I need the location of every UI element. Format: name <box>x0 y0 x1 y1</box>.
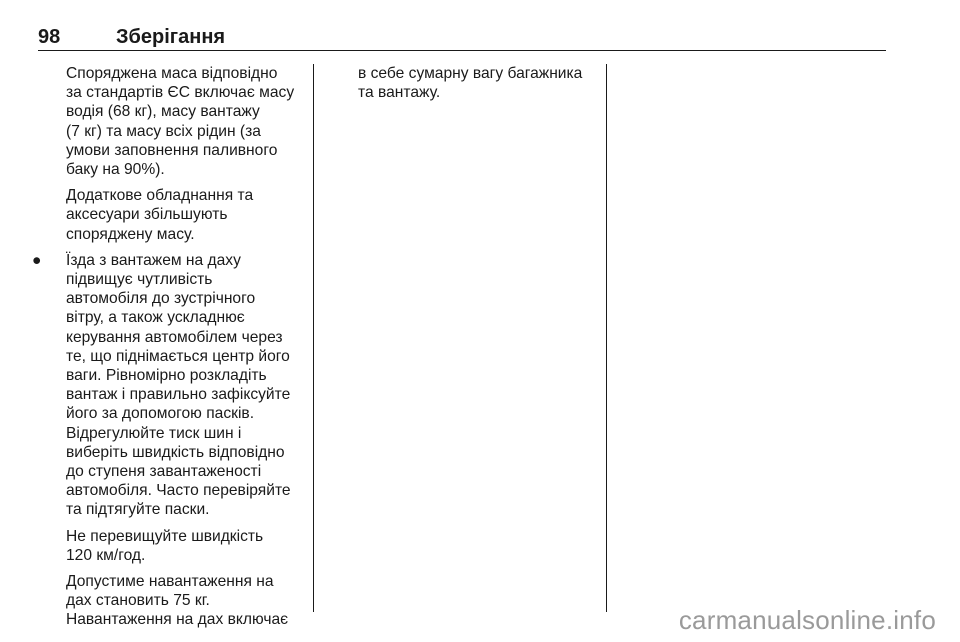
text-line: (7 кг) та масу всіх рідин (за <box>66 122 261 140</box>
page-number: 98 <box>38 26 61 48</box>
text-line: Додаткове обладнання та <box>66 187 254 205</box>
text-line: водія (68 кг), масу вантажу <box>66 103 260 121</box>
text-line: баку на 90%). <box>66 161 165 179</box>
text-line: Не перевищуйте швидкість <box>66 527 264 545</box>
text-column-2 <box>358 64 598 109</box>
paragraph-roof-load-continued <box>358 64 598 102</box>
text-line: 120 км/год. <box>66 546 146 564</box>
text-line: його за допомогою пасків. <box>66 405 255 423</box>
watermark-text: carmanualsonline.info <box>678 605 936 635</box>
text-line: вітру, а також ускладнює <box>66 309 245 327</box>
paragraph-accessories <box>66 186 306 244</box>
paragraph-curb-weight <box>66 64 306 179</box>
bullet-icon: ● <box>32 251 42 269</box>
text-line: підвищує чутливість <box>66 271 213 289</box>
text-line: аксесуари збільшують <box>66 206 228 224</box>
paragraph-speed-limit <box>66 527 306 565</box>
text-line: вантаж і правильно зафіксуйте <box>66 386 291 404</box>
page-title: Зберігання <box>116 26 226 48</box>
text-line: керування автомобілем через <box>66 328 283 346</box>
page-header <box>38 26 886 52</box>
text-line: до ступеня завантаженості <box>66 463 262 481</box>
text-line: Допустиме навантаження на <box>66 573 274 591</box>
text-line: автомобіля до зустрічного <box>66 290 256 308</box>
text-line: споряджену масу. <box>66 225 195 243</box>
text-line: за стандартів ЄС включає масу <box>66 84 295 102</box>
text-line: Споряджена маса відповідно <box>66 65 278 82</box>
paragraph-roof-load <box>66 251 306 520</box>
header-rule <box>38 50 886 51</box>
text-line: в себе сумарну вагу багажника <box>358 65 583 82</box>
bullet-item-roof-load <box>32 251 306 630</box>
column-divider-1 <box>313 64 314 612</box>
paragraph-max-roof-load <box>66 572 306 630</box>
text-column-1 <box>32 64 306 637</box>
text-line: дах становить 75 кг. <box>66 592 210 610</box>
text-line: ваги. Рівномірно розкладіть <box>66 367 267 385</box>
text-line: автомобіля. Часто перевіряйте <box>66 482 291 500</box>
text-line: Навантаження на дах включає <box>66 611 289 629</box>
text-line: те, що піднімається центр його <box>66 347 290 365</box>
text-line: та підтягуйте паски. <box>66 501 210 519</box>
text-line: умови заповнення паливного <box>66 141 278 159</box>
text-line: та вантажу. <box>358 84 441 102</box>
text-line: Відрегулюйте тиск шин і <box>66 424 242 442</box>
text-line: Їзда з вантажем на даху <box>66 251 241 269</box>
column-divider-2 <box>606 64 607 612</box>
text-line: виберіть швидкість відповідно <box>66 443 285 461</box>
